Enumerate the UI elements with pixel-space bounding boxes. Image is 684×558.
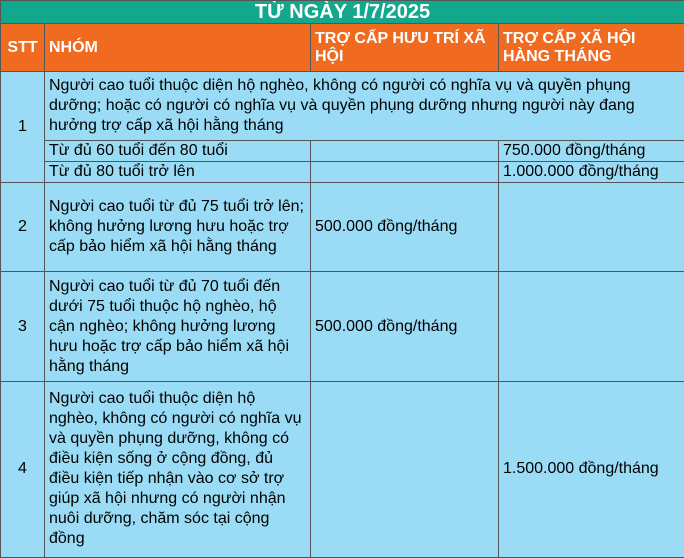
subrow-group: Từ đủ 60 tuổi đến 80 tuổi [45, 140, 311, 161]
row-pension: 500.000 đồng/tháng [311, 183, 499, 272]
table-row [1, 381, 684, 557]
subrow-pension [311, 162, 499, 183]
table-subrow [1, 140, 684, 161]
row-social [499, 183, 684, 272]
row-stt: 3 [1, 272, 45, 381]
row-group-description: Người cao tuổi từ đủ 75 tuổi trở lên; không hưởng lương hưu hoặc trợ cấp bảo hiểm xã hội hằng tháng [45, 183, 311, 272]
row-group-description: Người cao tuổi thuộc diện hộ nghèo, không có người có nghĩa vụ và quyền phụng dưỡng, không có điều kiện sống ở cộng đồng, đủ điều kiện tiếp nhận vào cơ sở trợ giúp xã hội nhưng có người nhận nuôi dưỡng, chăm sóc tại cộng đồng [45, 381, 311, 557]
table-subrow [1, 162, 684, 183]
subrow-group: Từ đủ 80 tuổi trở lên [45, 162, 311, 183]
table-row [1, 272, 684, 381]
row-group-description: Người cao tuổi thuộc diện hộ nghèo, không có người có nghĩa vụ và quyền phụng dưỡng; hoặc có người có nghĩa vụ và quyền phụng dưỡng nhưng người này đang hưởng trợ cấp xã hội hằng tháng [45, 71, 684, 140]
header-group: NHÓM [45, 24, 311, 72]
header-pension: TRỢ CẤP HƯU TRÍ XÃ HỘI [311, 24, 499, 72]
row-stt: 1 [1, 71, 45, 182]
row-pension [311, 381, 499, 557]
row-social: 1.500.000 đồng/tháng [499, 381, 684, 557]
row-stt: 2 [1, 183, 45, 272]
title-row [1, 1, 684, 24]
subrow-pension [311, 140, 499, 161]
table-title: TỪ NGÀY 1/7/2025 [1, 1, 684, 24]
header-stt: STT [1, 24, 45, 72]
table-row [1, 71, 684, 140]
subrow-social: 1.000.000 đồng/tháng [499, 162, 684, 183]
row-stt: 4 [1, 381, 45, 557]
row-pension: 500.000 đồng/tháng [311, 272, 499, 381]
header-row [1, 24, 684, 72]
row-group-description: Người cao tuổi từ đủ 70 tuổi đến dưới 75 tuổi thuộc hộ nghèo, hộ cận nghèo; không hưởng lương hưu hoặc trợ cấp bảo hiểm xã hội hằng tháng [45, 272, 311, 381]
row-social [499, 272, 684, 381]
subrow-social: 750.000 đồng/tháng [499, 140, 684, 161]
table-row [1, 183, 684, 272]
header-social: TRỢ CẤP XÃ HỘI HÀNG THÁNG [499, 24, 684, 72]
